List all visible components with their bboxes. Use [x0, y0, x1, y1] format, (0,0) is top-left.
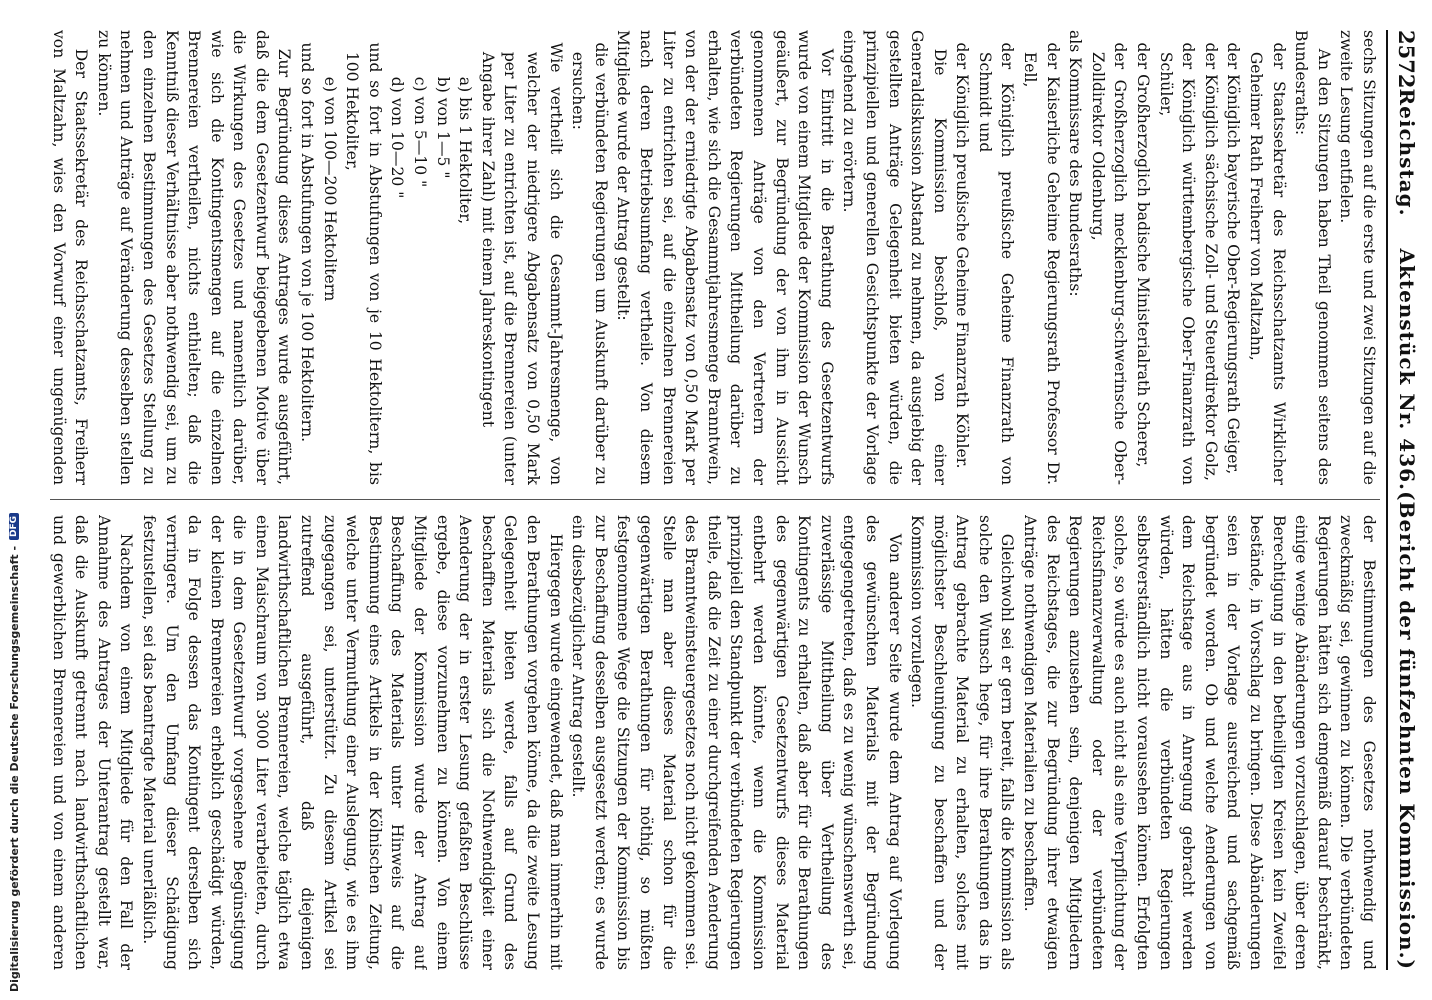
list-item: a) bis 1 Hektoliter, — [456, 76, 475, 225]
paragraph: und so fort in Abstufungen von je 10 Hektolitern, bis 100 Hektoliter, — [343, 42, 384, 485]
rotated-document-page — [32, 0, 1432, 1000]
running-head-title: Reichstag. — [1395, 88, 1419, 217]
list-item: d) von 10—20 " — [388, 76, 407, 199]
dfg-logo: DFG — [9, 513, 19, 540]
column-divider — [50, 499, 1380, 500]
paragraph: als Kommissare des Bundesraths: — [1066, 30, 1085, 297]
running-head-subtitle: Aktenstück Nr. 436. — [1395, 248, 1419, 492]
paragraph: Zur Begründung dieses Antrages wurde ausgeführt, daß die dem Gesetzentwurf beigegebenen Motive über die Wirkungen des Gesetzes und namentlich darüber, wie sich die Kontingentsmengen auf die einzelnen Brennereien vertheilen, nichts enthielten; daß die Kenntniß dieser Verhältnisse aber nothwendig sei, um zu den einzelnen Bestimmungen des Gesetzes Stellung zu nehmen und Anträge auf Veränderung desselben stellen zu können. — [94, 30, 294, 485]
digitization-credit — [4, 0, 24, 1000]
running-head — [1395, 89, 1419, 491]
paragraph: Nachdem von einem Mitgliede für den Fall der Annahme des Antrages der Unterantrag gestellt war, daß die Auskunft getrennt nach landwirthschaftlichen und gewerblichen Brennereien und von einem anderen — [50, 515, 136, 970]
paragraph: der Großherzoglich mecklenburg-schwerinsche Ober-Zolldirektor Oldenburg, — [1088, 42, 1130, 485]
paragraph: der Kaiserliche Geheime Regierungsrath Professor Dr. Eell, — [1021, 42, 1062, 485]
header-rule — [1386, 30, 1388, 970]
paragraph: der Königlich preußische Geheime Finanzrath von Schmidt und — [975, 42, 1017, 485]
paragraph: Wie vertheilt sich die Gesammt-Jahresmenge, von welcher der niedrigere Abgabensatz von 0,50 Mark per Liter zu entrichten ist, auf die Brennereien (unter Angabe ihrer Zahl) mit einem Jahreskontingent — [478, 42, 565, 485]
paragraph: sechs Sitzungen auf die erste und zwei Sitzungen auf die zweite Lesung entfielen. — [1337, 30, 1378, 485]
running-head-note: (Bericht der fünfzehnten Kommission.) — [1395, 491, 1419, 970]
paragraph: der Königlich preußische Geheime Finanzrath Köhler. — [953, 42, 972, 469]
paragraph: die verbündeten Regierungen um Auskunft darüber zu ersuchen: — [569, 42, 610, 485]
paragraph: der Königlich württembergische Ober-Finanzrath von Schüler, — [1156, 42, 1198, 485]
paragraph: der Bestimmungen des Gesetzes nothwendig und zweckmäßig sei, gewinnen zu können. Die verbündeten Regierungen hätten sich demgemäß darauf beschränkt, einige wenige Abänderungen vorzuschlagen, über deren Berechtigung in den betheiligten Kreisen kein Zweifel bestände, in Vorschlag zu bringen. Diese Abänderungen seien in der Vorlage ausreichend und sachgemäß begründet worden. Ob und welche Aenderungen von dem Reichstage aus in Anregung gebracht werden würden, hätten die verbündeten Regierungen selbstverständlich nicht voraussehen können. Erfolgten solche, so würde es auch nicht als eine Verpflichtung der Reichsfinanzverwaltung oder der verbündeten Regierungen anzusehen sein, denjenigen Mitgliedern des Reichstages, die zur Begründung ihrer etwaigen Anträge nothwendigen Materialien zu beschaffen. — [1021, 515, 1378, 970]
paragraph: der Großherzoglich badische Ministerialrath Scherer, — [1134, 42, 1153, 468]
paragraph: Der Staatssekretär des Reichsschatzamts, Freiherr von Maltzahn, wies den Vorwurf einer ungenügenden — [50, 30, 91, 485]
right-column — [50, 515, 1380, 970]
left-column — [50, 30, 1380, 485]
credit-text: Digitalisierung gefördert durch die Deutsche Forschungsgemeinschaft - — [7, 545, 21, 992]
page-number: 2572 — [1394, 30, 1420, 89]
paragraph: Vor Eintritt in die Berathung des Gesetzentwurfs wurde von einem Mitgliede der Kommission der Wunsch geäußert, zur Begründung der von ihm in Aussicht genommenen Anträge von den Vertretern der verbündeten Regierungen Mittheilung darüber zu erhalten, wie sich die Gesammtjahresmenge Branntwein, von der der erniedrigte Abgabensatz von 0,50 Mark per Liter zu entrichten sei, auf die einzelnen Brennereien nach deren Betriebsumfang vertheile. Von diesem Mitgliede wurde der Antrag gestellt: — [614, 30, 836, 485]
list-item: b) von 1—5 " — [433, 76, 452, 179]
paragraph: der Königlich bayerische Ober-Regierungsrath Geiger, — [1224, 42, 1243, 475]
paragraph: der Staatssekretär des Reichsschatzamts Wirklicher Geheimer Rath Freiherr von Maltzahn, — [1247, 42, 1288, 485]
paragraph: und so fort in Abstufungen von je 100 Hektolitern. — [298, 42, 317, 443]
paragraph: An den Sitzungen haben Theil genommen seitens des Bundesraths: — [1292, 30, 1333, 485]
paragraph: Von anderer Seite wurde dem Antrag auf Vorlegung des gewünschten Materials mit der Begründung entgegengetreten, daß es zu wenig wünschenswerth sei, zuverlässige Mittheilung über Vertheilung des Kontingents zu erhalten, daß aber für die Berathungen des gegenwärtigen Gesetzentwurfs dieses Material entbehrt werden könnte, wenn die Kommission prinzipiell den Standpunkt der verbündeten Regierungen theile, daß die Zeit zu einer durchgreifenden Aenderung des Branntweinsteuergesetzes noch nicht gekommen sei. Stelle man aber dieses Material schon für die gegenwärtigen Berathungen für nöthig, so müßten festgenommene Wege die Sitzungen der Kommission bis zur Beschaffung desselben ausgesetzt werden; es wurde ein diesbezüglicher Antrag gestellt. — [569, 515, 904, 970]
paragraph: Hiergegen wurde eingewendet, daß man immerhin mit den Berathungen vorgehen könne, da die zweite Lesung Gelegenheit bieten werde, falls auf Grund des beschafften Materials sich die Nothwendigkeit einer Aenderung der in erster Lesung gefaßten Beschlüsse ergebe, diese vorzunehmen zu können. Von einem Mitgliede der Kommission wurde der Antrag auf Beschaffung des Materials unter Hinweis auf die Bestimmung eines Artikels in der Kölnischen Zeitung, welche unter Vermuthung einer Auslegung, wie es ihm zugegangen sei, unterstützt. Zu diesem Artikel sei zutreffend ausgeführt, daß diejenigen landwirthschaftlichen Brennereien, welche täglich etwa einen Maischraum von 3000 Liter verarbeiteten, durch die in dem Gesetzentwurf vorgesehene Begünstigung der kleinen Brennereien erheblich geschädigt würden, da in Folge dessen das Kontingent derselben sich verringere. Um den Umfang dieser Schädigung festzustellen, sei das beantragte Material unerläßlich. — [139, 515, 565, 970]
page-header — [1390, 30, 1424, 970]
list-item: e) von 100—200 Hektolitern — [320, 76, 339, 302]
paragraph: Gleichwohl sei er gern bereit, falls die Kommission als solche den Wunsch hege, für ihre Berathungen das in Antrag gebrachte Material zu erhalten, solches mit möglichster Beschleunigung zu beschaffen und der Kommission vorzulegen. — [908, 515, 1017, 970]
paragraph: Die Kommission beschloß, von einer Generaldiskussion Abstand zu nehmen, da ausgiebig der gestellten Anträge Gelegenheit bieten würden, die prinzipiellen und generellen Gesichtspunkte der Vorlage eingehend zu erörtern. — [840, 30, 949, 485]
list-item: c) von 5—10 " — [411, 76, 430, 188]
paragraph: der Königlich sächsische Zoll- und Steuerdirektor Golz, — [1201, 42, 1220, 481]
